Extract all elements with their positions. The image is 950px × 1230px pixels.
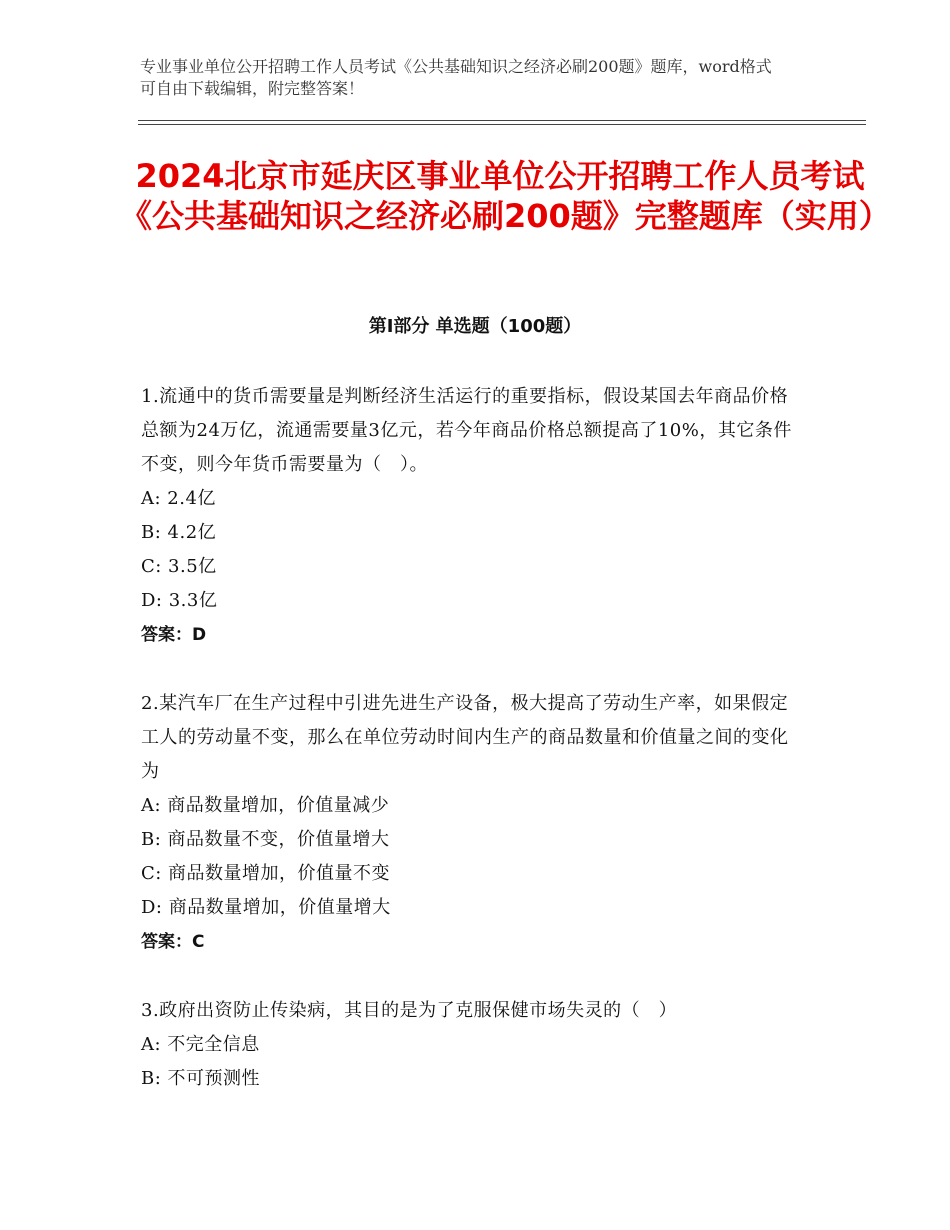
- option-b: B: 不可预测性: [141, 1068, 261, 1089]
- answer: 答案：C: [141, 932, 205, 952]
- option-c: C: 3.5亿: [141, 556, 217, 577]
- question-list: [141, 380, 806, 1131]
- header-note: 专业事业单位公开招聘工作人员考试《公共基础知识之经济必刷200题》题库，word格式可自由下载编辑，附完整答案！: [140, 57, 772, 98]
- document-title: 2024北京市延庆区事业单位公开招聘工作人员考试《公共基础知识之经济必刷200题》完整题库（实用）: [120, 157, 891, 235]
- section-title: 第Ⅰ部分 单选题（100题）: [368, 316, 582, 337]
- question-text: 3.政府出资防止传染病，其目的是为了克服保健市场失灵的（ ）: [141, 1000, 678, 1021]
- question-1: [141, 380, 806, 652]
- question-text: 1.流通中的货币需要量是判断经济生活运行的重要指标，假设某国去年商品价格总额为24万亿，流通需要量3亿元，若今年商品价格总额提高了10%，其它条件不变，则今年货币需要量为（ ）。: [141, 386, 792, 475]
- option-d: D: 3.3亿: [141, 590, 218, 611]
- header-divider: [138, 120, 866, 125]
- question-text: 2.某汽车厂在生产过程中引进先进生产设备，极大提高了劳动生产率，如果假定工人的劳动量不变，那么在单位劳动时间内生产的商品数量和价值量之间的变化为: [141, 693, 789, 782]
- option-b: B: 商品数量不变，价值量增大: [141, 829, 390, 850]
- answer: 答案：D: [141, 625, 207, 645]
- option-a: A: 不完全信息: [141, 1034, 260, 1055]
- option-d: D: 商品数量增加，价值量增大: [141, 897, 391, 918]
- option-c: C: 商品数量增加，价值量不变: [141, 863, 391, 884]
- question-2: [141, 687, 806, 959]
- question-3: [141, 994, 806, 1096]
- option-a: A: 商品数量增加，价值量减少: [141, 795, 390, 816]
- option-a: A: 2.4亿: [141, 488, 216, 509]
- option-b: B: 4.2亿: [141, 522, 217, 543]
